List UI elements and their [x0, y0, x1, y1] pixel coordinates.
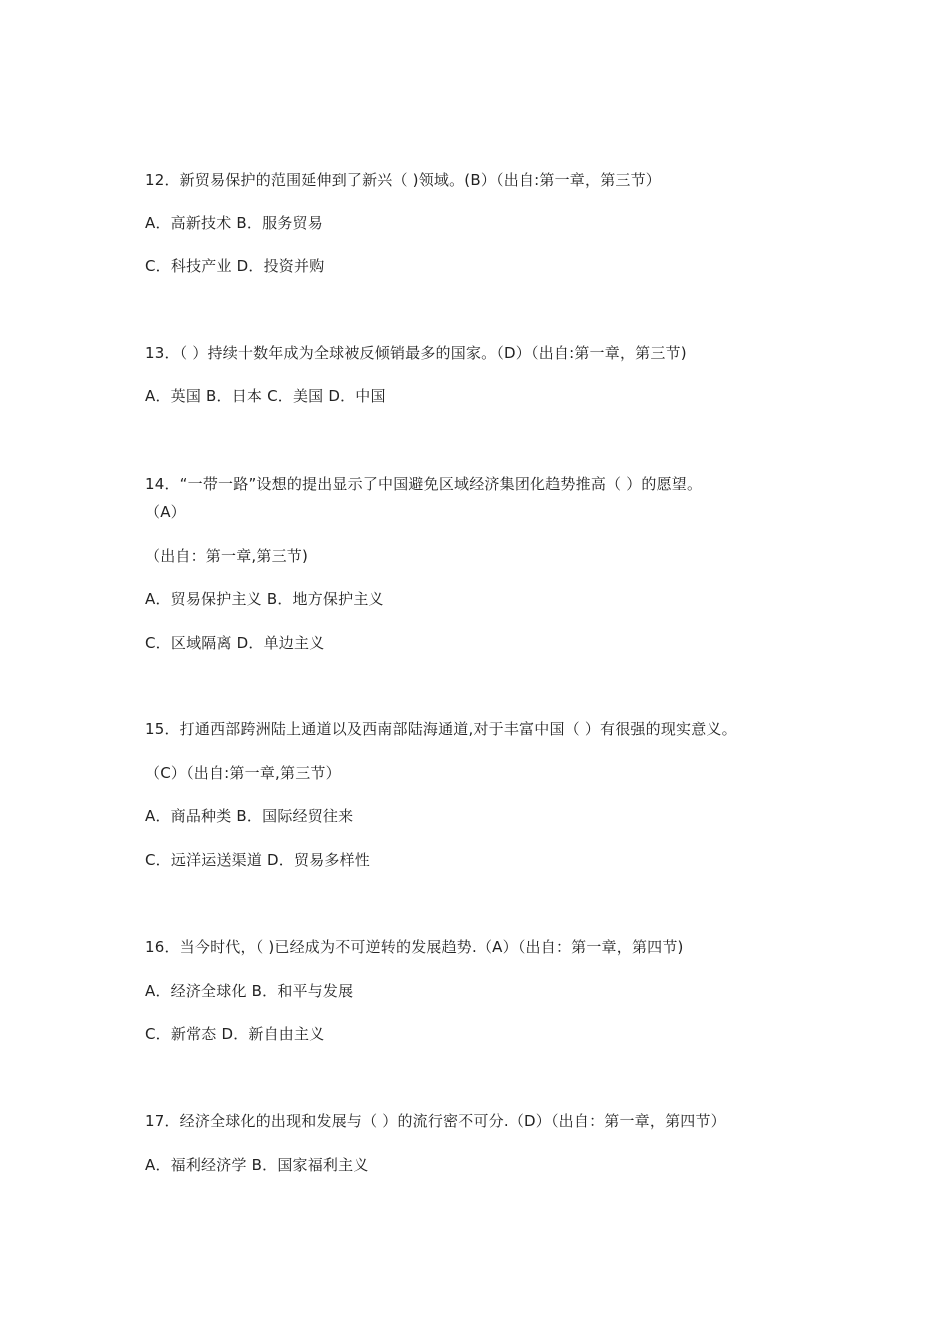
- question-13-options: A．英国 B．日本 C．美国 D．中国: [145, 387, 386, 405]
- question-15-stem: 15．打通西部跨洲陆上通道以及西南部陆海通道,对于丰富中国（ ）有很强的现实意义。: [145, 720, 737, 738]
- question-14-stem: 14．“一带一路”设想的提出显示了中国避免区域经济集团化趋势推高（ ）的愿望。: [145, 475, 703, 493]
- question-14-source: （出自：第一章,第三节): [145, 547, 309, 565]
- question-12-stem: 12．新贸易保护的范围延伸到了新兴（ )领域。(B）（出自:第一章，第三节）: [145, 171, 662, 189]
- question-14-options-cd: C．区域隔离 D．单边主义: [145, 634, 325, 652]
- question-16-stem: 16．当今时代，（ )已经成为不可逆转的发展趋势.（A）（出自：第一章，第四节): [145, 938, 684, 956]
- question-16-options-ab: A．经济全球化 B．和平与发展: [145, 982, 354, 1000]
- question-14-answer: （A）: [145, 503, 186, 521]
- question-17-options-ab: A．福利经济学 B．国家福利主义: [145, 1156, 369, 1174]
- question-15-answer-source: （C）（出自:第一章,第三节）: [145, 764, 341, 782]
- question-16-options-cd: C．新常态 D．新自由主义: [145, 1025, 325, 1043]
- question-14-options-ab: A．贸易保护主义 B．地方保护主义: [145, 590, 384, 608]
- question-15-options-cd: C．远洋运送渠道 D．贸易多样性: [145, 851, 370, 869]
- question-13-stem: 13．（ ）持续十数年成为全球被反倾销最多的国家。（D）（出自:第一章，第三节): [145, 344, 687, 362]
- question-12-options-cd: C．科技产业 D．投资并购: [145, 257, 325, 275]
- question-15-options-ab: A．商品种类 B．国际经贸往来: [145, 807, 354, 825]
- question-17-stem: 17．经济全球化的出现和发展与（ ）的流行密不可分.（D）（出自：第一章，第四节）: [145, 1112, 726, 1130]
- question-12-options-ab: A．高新技术 B．服务贸易: [145, 214, 323, 232]
